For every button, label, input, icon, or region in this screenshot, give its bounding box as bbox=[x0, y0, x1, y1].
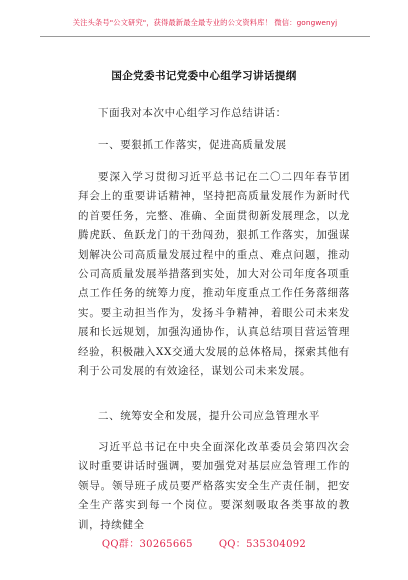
header-banner: 关注头条号"公文研究"，获得最新最全最专业的公文资料库！ 微信：gongwenyj bbox=[72, 18, 338, 27]
footer-qq-group: QQ群：30265665 bbox=[101, 539, 193, 550]
intro-paragraph: 下面我对本次中心组学习作总结讲话： bbox=[98, 107, 287, 119]
section-heading-2: 二、统筹安全和发展，提升公司应急管理水平 bbox=[98, 410, 320, 422]
footer-contact bbox=[0, 535, 408, 550]
section-body-1: 要深入学习贯彻习近平总书记在二〇二四年春节团拜会上的重要讲话精神，坚持把高质量发展作为新时代的首要任务，完整、准确、全面贯彻新发展理念，以龙腾虎跃、鱼跃龙门的干劲闯劲，狠抓工作落实，加强谋划解决公司高质量发展过程中的重点、难点问题，推动公司高质量发展举措落到实处，加大对公司年度各项重点工作任务的统筹力度，推动年度重点工作任务落细落实。要主动担当作为，发扬斗争精神，着眼公司未来发展和长远规划，加强沟通协作，认真总结项目营运管理经验，积极融入XX交通大发展的总体格局，探索其他有利于公司发展的有效途径，谋划公司未来发展。 bbox=[78, 171, 350, 378]
footer-qq: QQ：535304092 bbox=[218, 539, 307, 550]
section-heading-1: 一、要狠抓工作落实，促进高质量发展 bbox=[98, 139, 287, 151]
document-title: 国企党委书记党委中心组学习讲话提纲 bbox=[111, 70, 297, 82]
section-body-2: 习近平总书记在中央全面深化改革委员会第四次会议时重要讲话时强调，要加强党对基层应急管理工作的领导。领导班子成员要严格落实安全生产责任制，把安全生产落实到每一个岗位。要深刻吸取各类事故的教训，持续健全 bbox=[78, 441, 350, 531]
header-divider bbox=[40, 36, 370, 37]
